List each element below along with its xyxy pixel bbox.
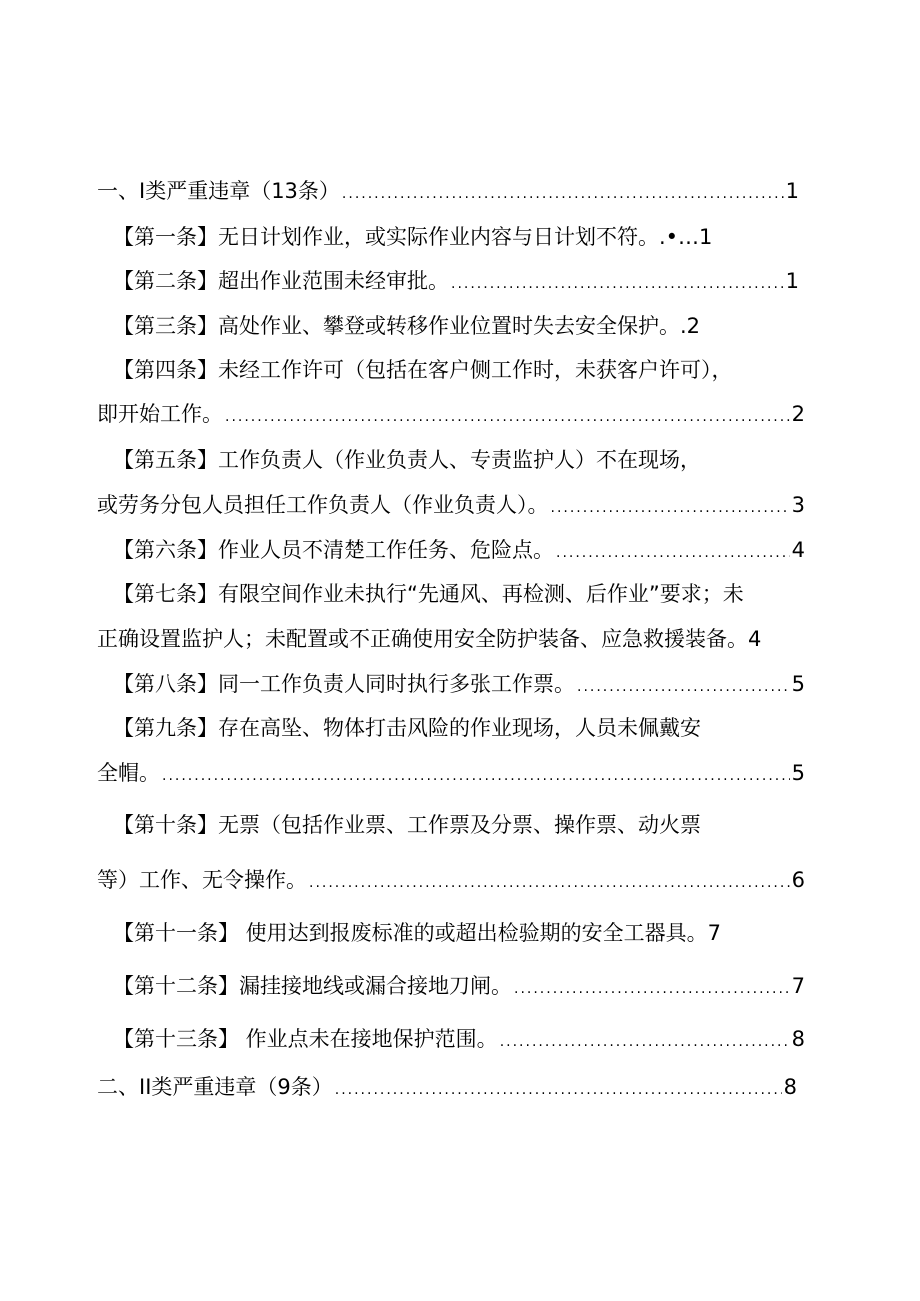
dot-leader bbox=[500, 1025, 790, 1059]
page-number: 3 bbox=[791, 493, 805, 517]
toc-entry-article-4 bbox=[113, 353, 733, 387]
toc-heading-category-2 bbox=[97, 1070, 797, 1104]
toc-entry-article-3 bbox=[113, 309, 700, 343]
toc-text: 【第十三条】 作业点未在接地保护范围。 bbox=[113, 1027, 498, 1051]
toc-text: 【第五条】工作负责人（作业负责人、专责监护人）不在现场， bbox=[113, 448, 701, 472]
toc-entry-article-5 bbox=[113, 443, 701, 477]
page-number: 5 bbox=[791, 672, 805, 696]
toc-text: 【第十二条】漏挂接地线或漏合接地刀闸。 bbox=[113, 974, 512, 998]
toc-text: 【第七条】有限空间作业未执行“先通风、再检测、后作业”要求；未 bbox=[113, 582, 744, 606]
page-number: 1 bbox=[785, 269, 799, 293]
toc-text: 正确设置监护人；未配置或不正确使用安全防护装备、应急救援装备。4 bbox=[97, 627, 762, 651]
toc-text: 一、I类严重违章（13条） bbox=[97, 179, 340, 203]
toc-text: 【第十条】无票（包括作业票、工作票及分票、操作票、动火票 bbox=[113, 813, 701, 837]
toc-entry-article-9 bbox=[113, 711, 701, 745]
toc-text: 或劳务分包人员担任工作负责人（作业负责人）。 bbox=[97, 493, 549, 517]
toc-text: 等）工作、无令操作。 bbox=[97, 868, 307, 892]
dot-leader bbox=[577, 670, 790, 704]
toc-entry-article-7 bbox=[113, 577, 744, 611]
page-number: 4 bbox=[791, 538, 805, 562]
toc-entry-article-9-cont bbox=[97, 756, 805, 790]
dot-leader bbox=[335, 1073, 782, 1107]
toc-text: 【第二条】超出作业范围未经审批。 bbox=[113, 269, 449, 293]
dot-leader bbox=[451, 267, 784, 301]
toc-entry-article-1 bbox=[113, 220, 712, 254]
dot-leader bbox=[342, 177, 784, 211]
toc-entry-article-7-cont bbox=[97, 622, 761, 656]
dot-leader bbox=[556, 536, 790, 570]
toc-heading-category-1 bbox=[97, 174, 799, 208]
toc-entry-article-6 bbox=[113, 533, 805, 567]
toc-text: 全帽。 bbox=[97, 761, 160, 785]
page-number: 8 bbox=[791, 1027, 805, 1051]
dot-leader bbox=[309, 866, 790, 900]
toc-text: 【第九条】存在高坠、物体打击风险的作业现场，人员未佩戴安 bbox=[113, 716, 701, 740]
toc-entry-article-11 bbox=[113, 916, 721, 950]
toc-entry-article-12 bbox=[113, 969, 805, 1003]
toc-text: 二、II类严重违章（9条） bbox=[97, 1075, 333, 1099]
toc-text: 【第三条】高处作业、攀登或转移作业位置时失去安全保护。.2 bbox=[113, 314, 701, 338]
page-number: 2 bbox=[791, 402, 805, 426]
toc-text: 即开始工作。 bbox=[97, 402, 223, 426]
page-number: 5 bbox=[791, 761, 805, 785]
toc-entry-article-13 bbox=[113, 1022, 805, 1056]
toc-entry-article-4-cont bbox=[97, 397, 805, 431]
toc-entry-article-10-cont bbox=[97, 863, 805, 897]
page-number: 1 bbox=[785, 179, 799, 203]
toc-entry-article-2 bbox=[113, 264, 799, 298]
toc-text: 【第十一条】 使用达到报废标准的或超出检验期的安全工器具。7 bbox=[113, 921, 722, 945]
dot-leader bbox=[225, 400, 790, 434]
dot-leader bbox=[514, 972, 790, 1006]
page-number: 8 bbox=[783, 1075, 797, 1099]
toc-text: 【第四条】未经工作许可（包括在客户侧工作时，未获客户许可）， bbox=[113, 358, 733, 382]
toc-text: 【第八条】同一工作负责人同时执行多张工作票。 bbox=[113, 672, 575, 696]
toc-entry-article-5-cont bbox=[97, 488, 805, 522]
dot-leader bbox=[551, 491, 790, 525]
page-number: 7 bbox=[791, 974, 805, 998]
dot-leader bbox=[162, 759, 790, 793]
toc-entry-article-8 bbox=[113, 667, 805, 701]
toc-entry-article-10 bbox=[113, 808, 701, 842]
page-number: 6 bbox=[791, 868, 805, 892]
toc-text: 【第一条】无日计划作业，或实际作业内容与日计划不符。.•…1 bbox=[113, 225, 713, 249]
toc-text: 【第六条】作业人员不清楚工作任务、危险点。 bbox=[113, 538, 554, 562]
